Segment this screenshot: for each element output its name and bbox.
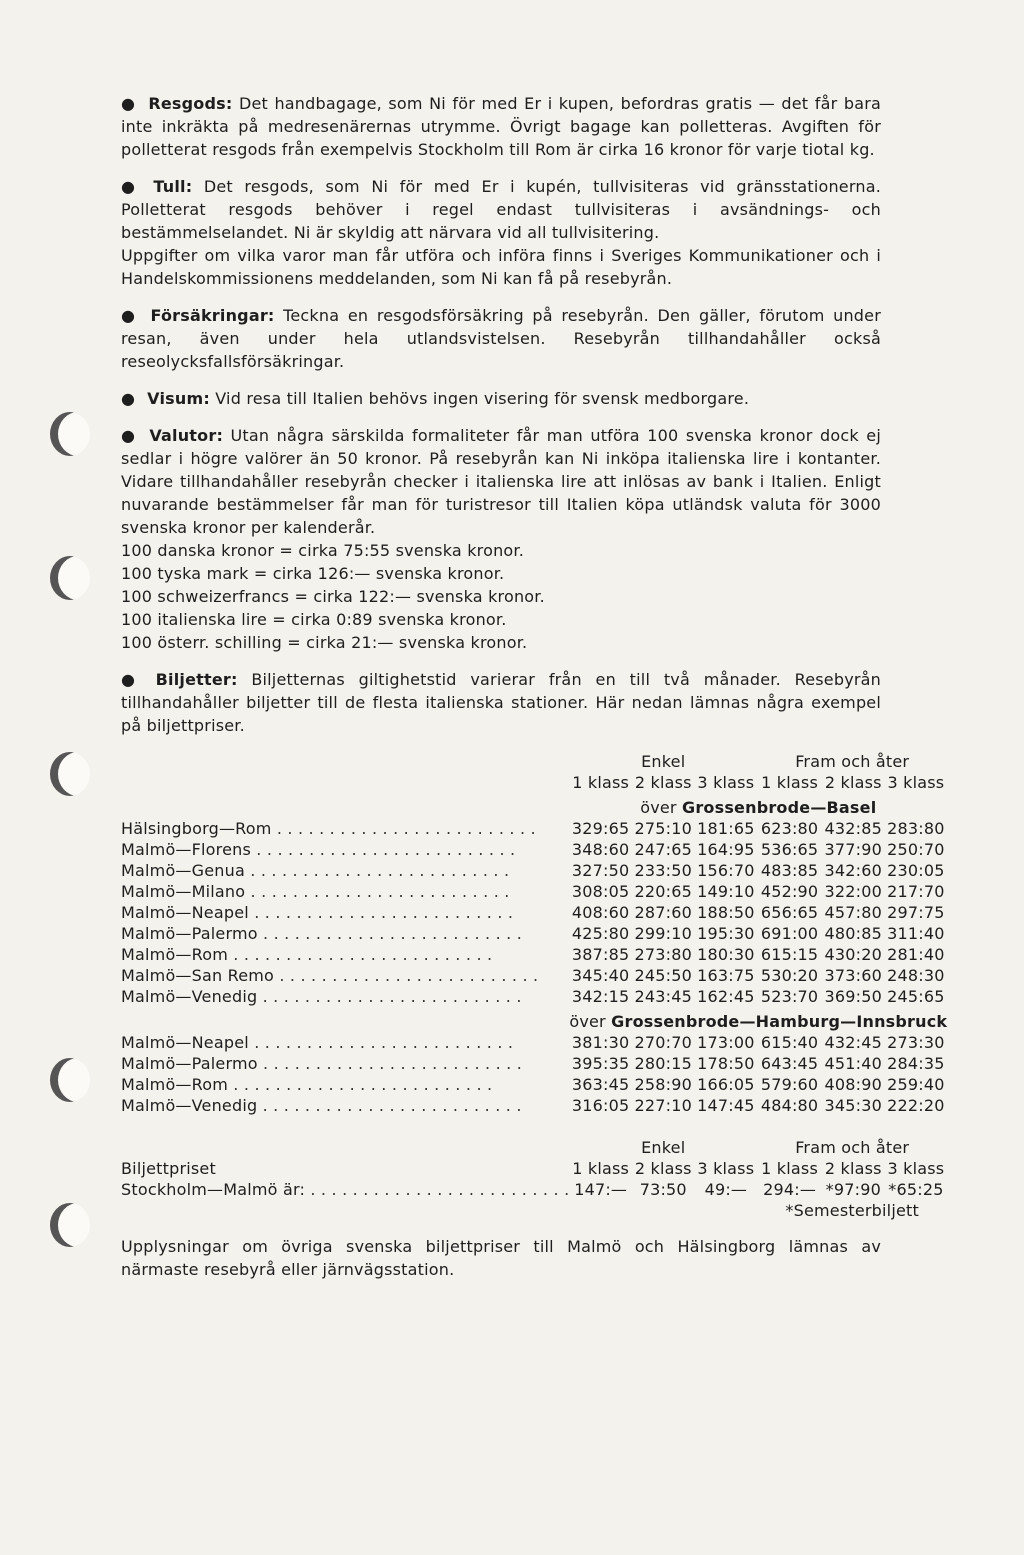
price-cell: 579:60 bbox=[760, 1075, 819, 1094]
class-header: 3 klass bbox=[887, 773, 945, 792]
table-row bbox=[121, 839, 947, 860]
price-cell: 316:05 bbox=[571, 1096, 630, 1115]
route-cell: Malmö—Venedig . . . bbox=[121, 986, 569, 1007]
price-cell: 530:20 bbox=[760, 966, 819, 985]
price-cell: 250:70 bbox=[887, 840, 945, 859]
price-cell: 523:70 bbox=[760, 987, 819, 1006]
price-cell: 432:85 bbox=[824, 819, 883, 838]
price-cell: 342:60 bbox=[824, 861, 883, 880]
table-class-row bbox=[121, 772, 947, 793]
price-cell: 166:05 bbox=[697, 1075, 755, 1094]
group-over-label: över bbox=[569, 1012, 606, 1031]
section-forsakringar bbox=[121, 304, 881, 373]
price-cell: 297:75 bbox=[887, 903, 945, 922]
price-cell: 180:30 bbox=[697, 945, 755, 964]
route-cell: Malmö—Rom . . . bbox=[121, 1074, 569, 1095]
stockholm-label: Biljettpriset bbox=[121, 1159, 216, 1178]
table-row bbox=[121, 881, 947, 902]
price-cell: 227:10 bbox=[634, 1096, 692, 1115]
section-text: Det handbagage, som Ni för med Er i kupen, befordras gratis — det får bara inte inkräkta på medresenärernas utrymme. Övrigt bagage kan polletteras. Avgiften för polletterat resgods från exempelvis Stockholm till Rom är cirka 16 kronor för varje tiotal kg. bbox=[121, 94, 881, 159]
price-cell: 311:40 bbox=[887, 924, 945, 943]
table-row bbox=[121, 923, 947, 944]
price-cell: 432:45 bbox=[824, 1033, 883, 1052]
table-row bbox=[121, 944, 947, 965]
price-cell: 373:60 bbox=[824, 966, 883, 985]
class-header: 2 klass bbox=[824, 773, 882, 792]
section-resgods bbox=[121, 92, 881, 161]
price-cell: 408:60 bbox=[571, 903, 630, 922]
route-group-header bbox=[121, 1007, 947, 1032]
price-cell: 322:00 bbox=[824, 882, 883, 901]
route-cell: Malmö—Florens . . . bbox=[121, 839, 569, 860]
price-cell: 363:45 bbox=[571, 1075, 630, 1094]
price-cell: 395:35 bbox=[571, 1054, 630, 1073]
section-visum bbox=[121, 387, 881, 410]
exchange-rates bbox=[121, 539, 881, 654]
price-cell: 173:00 bbox=[697, 1033, 755, 1052]
price-cell: 377:90 bbox=[824, 840, 883, 859]
class-header: 1 klass bbox=[761, 1159, 818, 1178]
table-row bbox=[121, 1032, 947, 1053]
stockholm-header-row bbox=[121, 1137, 947, 1158]
price-cell: *97:90 bbox=[825, 1180, 881, 1199]
route-cell: Malmö—Venedig . . . bbox=[121, 1095, 569, 1116]
bullet-icon: ● bbox=[121, 389, 136, 408]
price-cell: 345:40 bbox=[571, 966, 630, 985]
table-header-row bbox=[121, 751, 947, 772]
semester-note: *Semesterbiljett bbox=[785, 1201, 919, 1220]
price-cell: 623:80 bbox=[760, 819, 819, 838]
price-cell: 258:90 bbox=[634, 1075, 692, 1094]
price-cell: 329:65 bbox=[571, 819, 630, 838]
section-text: Utan några särskilda formaliteter får man utföra 100 svenska kronor dock ej sedlar i högre valörer än 50 kronor. På resebyrån kan Ni inköpa italienska lire i kontanter. Vidare tillhandahåller resebyrån checker i italienska lire att inlösas av bank i Italien. Enligt nuvarande bestämmelser får man för turistresor till Italien köpa utländsk valuta för 3000 svenska kronor per kalenderår. bbox=[121, 426, 881, 537]
price-cell: 369:50 bbox=[824, 987, 883, 1006]
route-group-header bbox=[121, 793, 947, 818]
section-heading: Tull: bbox=[153, 177, 193, 196]
price-cell: 245:65 bbox=[887, 987, 945, 1006]
section-text: Det resgods, som Ni för med Er i kupén, tullvisiteras vid gränsstationerna. Polletterat resgods behöver i regel endast tullvisiteras i avsändnings- och bestämmelselandet. Ni är skyldig att närvara vid all tullvisitering. bbox=[121, 177, 881, 242]
bullet-icon: ● bbox=[121, 94, 137, 113]
class-header: 3 klass bbox=[697, 773, 755, 792]
bullet-icon: ● bbox=[121, 426, 138, 445]
route-cell: Malmö—Neapel . . . bbox=[121, 902, 569, 923]
price-cell: 275:10 bbox=[634, 819, 692, 838]
price-cell: 287:60 bbox=[634, 903, 692, 922]
price-cell: 273:80 bbox=[634, 945, 692, 964]
class-header: 2 klass bbox=[634, 773, 692, 792]
route-cell: Malmö—Rom . . . bbox=[121, 944, 569, 965]
footer-note: Upplysningar om övriga svenska biljettpriser till Malmö och Hälsingborg lämnas av närmaste resebyrå eller järnvägsstation. bbox=[121, 1237, 881, 1279]
price-cell: 451:40 bbox=[824, 1054, 883, 1073]
price-cell: 452:90 bbox=[760, 882, 819, 901]
punch-hole bbox=[50, 1203, 90, 1247]
price-cell: 484:80 bbox=[760, 1096, 819, 1115]
price-cell: 281:40 bbox=[887, 945, 945, 964]
table-row bbox=[121, 1095, 947, 1116]
price-cell: 691:00 bbox=[760, 924, 819, 943]
section-text: Biljetternas giltighetstid varierar från en till två månader. Resebyrån tillhandahåller biljetter till de flesta italienska stationer. Här nedan lämnas några exempel på biljettpriser. bbox=[121, 670, 881, 735]
exchange-rate: 100 danska kronor = cirka 75:55 svenska kronor. bbox=[121, 541, 525, 560]
page-content bbox=[121, 92, 948, 1297]
route-cell: Malmö—Palermo . . . bbox=[121, 1053, 569, 1074]
bullet-icon: ● bbox=[121, 306, 139, 325]
route-cell: Hälsingborg—Rom . . . bbox=[121, 818, 569, 839]
price-cell: 188:50 bbox=[697, 903, 755, 922]
section-heading: Biljetter: bbox=[155, 670, 238, 689]
header-fram-och-ater: Fram och åter bbox=[795, 1138, 910, 1157]
price-cell: 284:35 bbox=[887, 1054, 945, 1073]
header-enkel: Enkel bbox=[641, 1138, 686, 1157]
price-cell: 149:10 bbox=[697, 882, 755, 901]
group-route-name: Grossenbrode—Basel bbox=[681, 798, 877, 817]
price-cell: 536:65 bbox=[760, 840, 819, 859]
stockholm-class-row bbox=[121, 1158, 947, 1179]
price-cell: 348:60 bbox=[571, 840, 630, 859]
exchange-rate: 100 schweizerfrancs = cirka 122:— svenska kronor. bbox=[121, 587, 545, 606]
price-cell: 163:75 bbox=[697, 966, 755, 985]
price-cell: *65:25 bbox=[888, 1180, 944, 1199]
price-cell: 217:70 bbox=[887, 882, 945, 901]
price-cell: 457:80 bbox=[824, 903, 883, 922]
price-cell: 73:50 bbox=[639, 1180, 687, 1199]
price-cell: 178:50 bbox=[697, 1054, 755, 1073]
table-row bbox=[121, 818, 947, 839]
price-cell: 233:50 bbox=[634, 861, 692, 880]
price-cell: 656:65 bbox=[760, 903, 819, 922]
price-cell: 308:05 bbox=[571, 882, 630, 901]
section-heading: Resgods: bbox=[148, 94, 233, 113]
section-valutor bbox=[121, 424, 881, 539]
route-cell: Malmö—Milano . . . bbox=[121, 881, 569, 902]
price-table bbox=[121, 751, 947, 1221]
class-header: 1 klass bbox=[572, 773, 630, 792]
table-row bbox=[121, 986, 947, 1007]
price-cell: 270:70 bbox=[634, 1033, 692, 1052]
section-biljetter bbox=[121, 668, 881, 737]
exchange-rate: 100 tyska mark = cirka 126:— svenska kronor. bbox=[121, 564, 505, 583]
exchange-rate: 100 italienska lire = cirka 0:89 svenska kronor. bbox=[121, 610, 507, 629]
table-row bbox=[121, 965, 947, 986]
stockholm-price-row bbox=[121, 1179, 947, 1200]
price-cell: 430:20 bbox=[824, 945, 883, 964]
section-heading: Visum: bbox=[147, 389, 210, 408]
punch-hole bbox=[50, 752, 90, 796]
section-text: Teckna en resgodsförsäkring på resebyrån. Den gäller, förutom under resan, även under hela utlandsvistelsen. Resebyrån tillhandahåller också reseolycksfallsförsäkringar. bbox=[121, 306, 881, 371]
price-cell: 483:85 bbox=[760, 861, 819, 880]
price-cell: 162:45 bbox=[697, 987, 755, 1006]
group-over-label: över bbox=[640, 798, 677, 817]
class-header: 2 klass bbox=[634, 1159, 692, 1178]
bullet-icon: ● bbox=[121, 670, 144, 689]
price-cell: 147:45 bbox=[697, 1096, 755, 1115]
table-row bbox=[121, 1074, 947, 1095]
price-cell: 294:— bbox=[763, 1180, 817, 1199]
price-cell: 259:40 bbox=[887, 1075, 945, 1094]
class-header: 1 klass bbox=[572, 1159, 630, 1178]
price-cell: 156:70 bbox=[697, 861, 755, 880]
class-header: 3 klass bbox=[887, 1159, 945, 1178]
price-cell: 195:30 bbox=[697, 924, 755, 943]
exchange-rate: 100 österr. schilling = cirka 21:— svenska kronor. bbox=[121, 633, 528, 652]
price-cell: 222:20 bbox=[887, 1096, 945, 1115]
price-cell: 164:95 bbox=[697, 840, 755, 859]
price-cell: 280:15 bbox=[634, 1054, 692, 1073]
price-cell: 643:45 bbox=[760, 1054, 819, 1073]
table-row bbox=[121, 860, 947, 881]
route-cell: Malmö—Neapel . . . bbox=[121, 1032, 569, 1053]
price-cell: 147:— bbox=[574, 1180, 628, 1199]
price-cell: 243:45 bbox=[634, 987, 692, 1006]
header-enkel: Enkel bbox=[641, 752, 686, 771]
price-cell: 615:15 bbox=[760, 945, 819, 964]
route-cell: Malmö—San Remo . . . bbox=[121, 965, 569, 986]
price-cell: 181:65 bbox=[697, 819, 755, 838]
price-cell: 220:65 bbox=[634, 882, 692, 901]
price-cell: 49:— bbox=[704, 1180, 748, 1199]
price-cell: 248:30 bbox=[887, 966, 945, 985]
price-cell: 480:85 bbox=[824, 924, 883, 943]
section-tull bbox=[121, 175, 881, 244]
price-cell: 245:50 bbox=[634, 966, 692, 985]
table-row bbox=[121, 1053, 947, 1074]
punch-hole bbox=[50, 412, 90, 456]
price-cell: 327:50 bbox=[571, 861, 630, 880]
section-tull-extra: Uppgifter om vilka varor man får utföra och införa finns i Sveriges Kommunikationer och i Handelskommissionens meddelanden, som Ni kan få på resebyrån. bbox=[121, 246, 881, 288]
price-cell: 299:10 bbox=[634, 924, 692, 943]
price-cell: 615:40 bbox=[760, 1033, 819, 1052]
group-route-name: Grossenbrode—Hamburg—Innsbruck bbox=[611, 1012, 948, 1031]
price-cell: 387:85 bbox=[571, 945, 630, 964]
price-cell: 247:65 bbox=[634, 840, 692, 859]
punch-hole bbox=[50, 556, 90, 600]
class-header: 3 klass bbox=[697, 1159, 755, 1178]
section-heading: Valutor: bbox=[149, 426, 224, 445]
punch-hole bbox=[50, 1058, 90, 1102]
price-cell: 408:90 bbox=[824, 1075, 883, 1094]
price-cell: 230:05 bbox=[887, 861, 945, 880]
route-cell: Malmö—Genua . . . bbox=[121, 860, 569, 881]
stockholm-route: Stockholm—Malmö är: . . . bbox=[121, 1179, 569, 1200]
price-cell: 345:30 bbox=[824, 1096, 883, 1115]
price-cell: 273:30 bbox=[887, 1033, 945, 1052]
section-heading: Försäkringar: bbox=[150, 306, 275, 325]
section-text: Vid resa till Italien behövs ingen visering för svensk medborgare. bbox=[215, 389, 750, 408]
price-cell: 425:80 bbox=[571, 924, 630, 943]
header-fram-och-ater: Fram och åter bbox=[795, 752, 910, 771]
price-cell: 381:30 bbox=[571, 1033, 630, 1052]
price-cell: 283:80 bbox=[887, 819, 945, 838]
bullet-icon: ● bbox=[121, 177, 142, 196]
class-header: 2 klass bbox=[824, 1159, 882, 1178]
table-row bbox=[121, 902, 947, 923]
class-header: 1 klass bbox=[761, 773, 818, 792]
semester-note-row bbox=[121, 1200, 947, 1221]
route-cell: Malmö—Palermo . . . bbox=[121, 923, 569, 944]
price-cell: 342:15 bbox=[571, 987, 630, 1006]
